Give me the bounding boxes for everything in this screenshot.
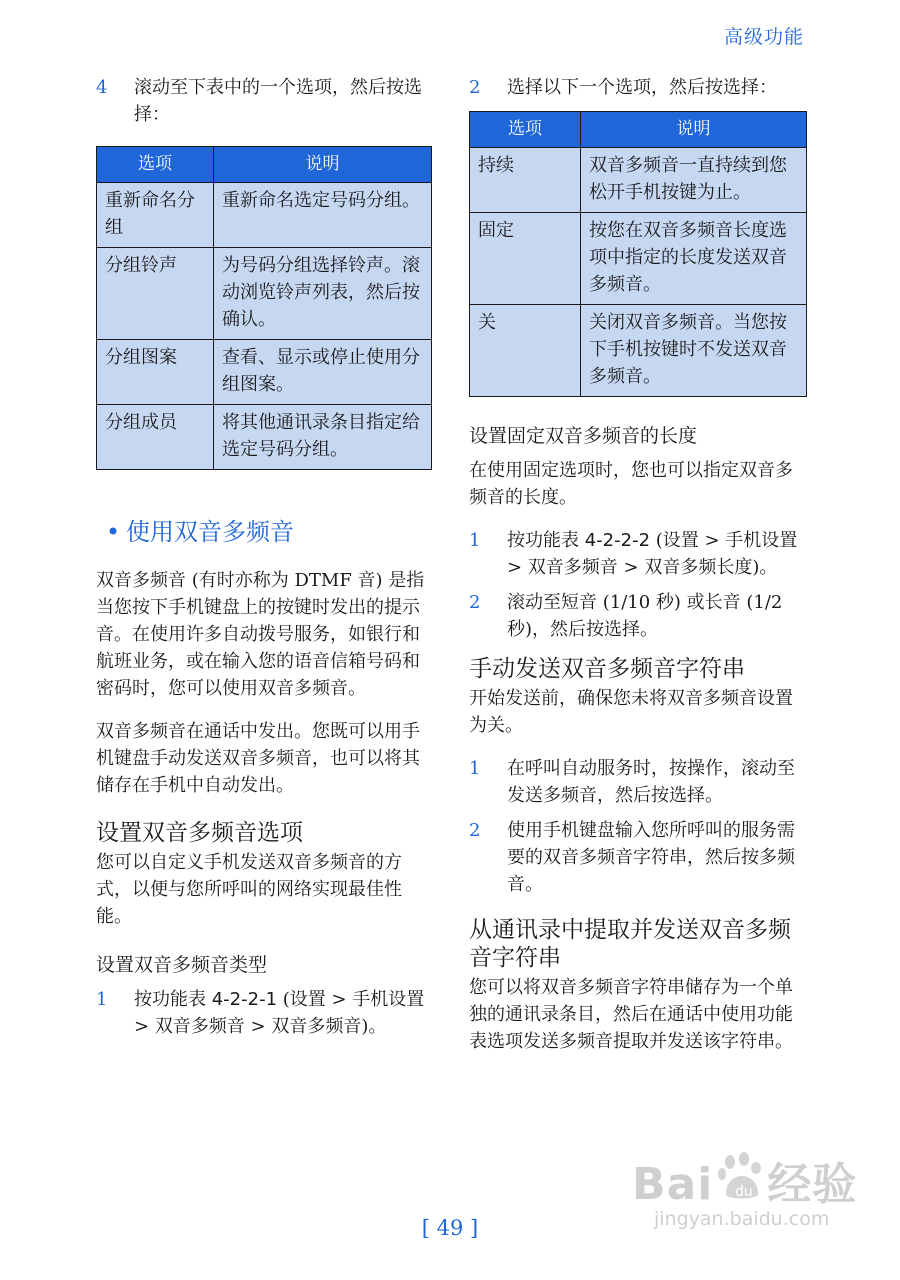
- settings-paragraph: 您可以自定义手机发送双音多频音的方式，以便与您所呼叫的网络实现最佳性能。: [96, 852, 402, 927]
- description-cell: 为号码分组选择铃声。滚动浏览铃声列表，然后按确认。: [214, 248, 432, 340]
- length-step-2: [469, 589, 807, 643]
- header-option: 选项: [470, 112, 581, 148]
- left-column: [96, 74, 432, 1048]
- length-step-1: [469, 527, 807, 581]
- bullet-icon: •: [106, 518, 121, 546]
- step-text: 滚动至短音 (1/10 秒) 或长音 (1/2 秒)，然后按选择。: [507, 592, 783, 640]
- watermark-logo: Bai 经验: [632, 1159, 858, 1210]
- manual-step-1: [469, 755, 807, 809]
- table-header: [97, 147, 432, 183]
- step-text: 按功能表 4-2-2-1 (设置 > 手机设置 > 双音多频音 > 双音多频音)。: [134, 989, 425, 1037]
- table-row: [97, 183, 432, 248]
- step-2: [469, 74, 807, 101]
- description-cell: 查看、显示或停止使用分组图案。: [214, 340, 432, 405]
- option-cell: 重新命名分组: [97, 183, 214, 248]
- type-heading: 设置双音多频音类型: [96, 954, 268, 976]
- page-number: [ 49 ]: [421, 1216, 479, 1240]
- svg-text:du: du: [735, 1184, 753, 1200]
- right-column: [469, 74, 807, 1071]
- step-number: 2: [469, 820, 481, 841]
- step-number: 4: [96, 77, 108, 98]
- section-header: 高级功能: [723, 26, 804, 48]
- option-cell: 分组铃声: [97, 248, 214, 340]
- description-cell: 关闭双音多频音。当您按下手机按键时不发送双音多频音。: [581, 305, 807, 397]
- length-heading: 设置固定双音多频音的长度: [469, 425, 698, 447]
- option-cell: 分组成员: [97, 405, 214, 470]
- length-paragraph: 在使用固定选项时，您也可以指定双音多频音的长度。: [469, 460, 793, 508]
- table-row: [97, 405, 432, 470]
- dtmf-send-paragraph: 双音多频音在通话中发出。您既可以用手机键盘手动发送双音多频音，也可以将其储存在手机中自动发出。: [96, 721, 420, 796]
- step-text: 滚动至下表中的一个选项，然后按选择：: [134, 77, 422, 125]
- table-row: [470, 213, 807, 305]
- step-text: 选择以下一个选项，然后按选择：: [507, 77, 777, 98]
- step-number: 2: [469, 592, 481, 613]
- option-cell: 固定: [470, 213, 581, 305]
- description-cell: 将其他通讯录条目指定给选定号码分组。: [214, 405, 432, 470]
- type-step-1: [96, 986, 432, 1040]
- extract-heading: 从通讯录中提取并发送双音多频音字符串: [469, 917, 791, 971]
- table-header: [470, 112, 807, 148]
- step-number: 1: [469, 530, 481, 551]
- step-text: 在呼叫自动服务时，按操作，滚动至发送多频音，然后按选择。: [507, 758, 795, 806]
- table-row: [97, 340, 432, 405]
- header-option: 选项: [97, 147, 214, 183]
- option-cell: 关: [470, 305, 581, 397]
- step-number: 1: [469, 758, 481, 779]
- dtmf-heading: • 使用双音多频音: [96, 512, 432, 547]
- header-description: 说明: [581, 112, 807, 148]
- baidu-jingyan-watermark: [628, 1148, 858, 1260]
- option-cell: 持续: [470, 148, 581, 213]
- step-number: 1: [96, 989, 108, 1010]
- step-number: 2: [469, 77, 481, 98]
- manual-paragraph: 开始发送前，确保您未将双音多频音设置为关。: [469, 688, 793, 736]
- extract-paragraph: 您可以将双音多频音字符串储存为一个单独的通讯录条目，然后在通话中使用功能表选项发送多频音提取并发送该字符串。: [469, 977, 793, 1052]
- description-cell: 重新命名选定号码分组。: [214, 183, 432, 248]
- step-text: 使用手机键盘输入您所呼叫的服务需要的双音多频音字符串，然后按多频音。: [507, 820, 795, 895]
- manual-heading: 手动发送双音多频音字符串: [469, 656, 745, 682]
- dtmf-options-table: [469, 111, 807, 397]
- step-text: 按功能表 4-2-2-2 (设置 > 手机设置 > 双音多频音 > 双音多频长度)。: [507, 530, 798, 578]
- description-cell: 双音多频音一直持续到您松开手机按键为止。: [581, 148, 807, 213]
- header-description: 说明: [214, 147, 432, 183]
- manual-step-2: [469, 817, 807, 898]
- option-cell: 分组图案: [97, 340, 214, 405]
- paw-icon: [716, 1150, 768, 1202]
- settings-heading: 设置双音多频音选项: [96, 820, 303, 846]
- group-options-table: [96, 146, 432, 470]
- dtmf-intro-paragraph: 双音多频音 (有时亦称为 DTMF 音) 是指当您按下手机键盘上的按键时发出的提示音。在使用许多自动拨号服务，如银行和航班业务，或在输入您的语音信箱号码和密码时，您可以使用双音多频音。: [96, 570, 425, 699]
- table-row: [97, 248, 432, 340]
- table-row: [470, 148, 807, 213]
- table-row: [470, 305, 807, 397]
- watermark-url: jingyan.baidu.com: [654, 1208, 830, 1230]
- step-4: [96, 74, 432, 128]
- description-cell: 按您在双音多频音长度选项中指定的长度发送双音多频音。: [581, 213, 807, 305]
